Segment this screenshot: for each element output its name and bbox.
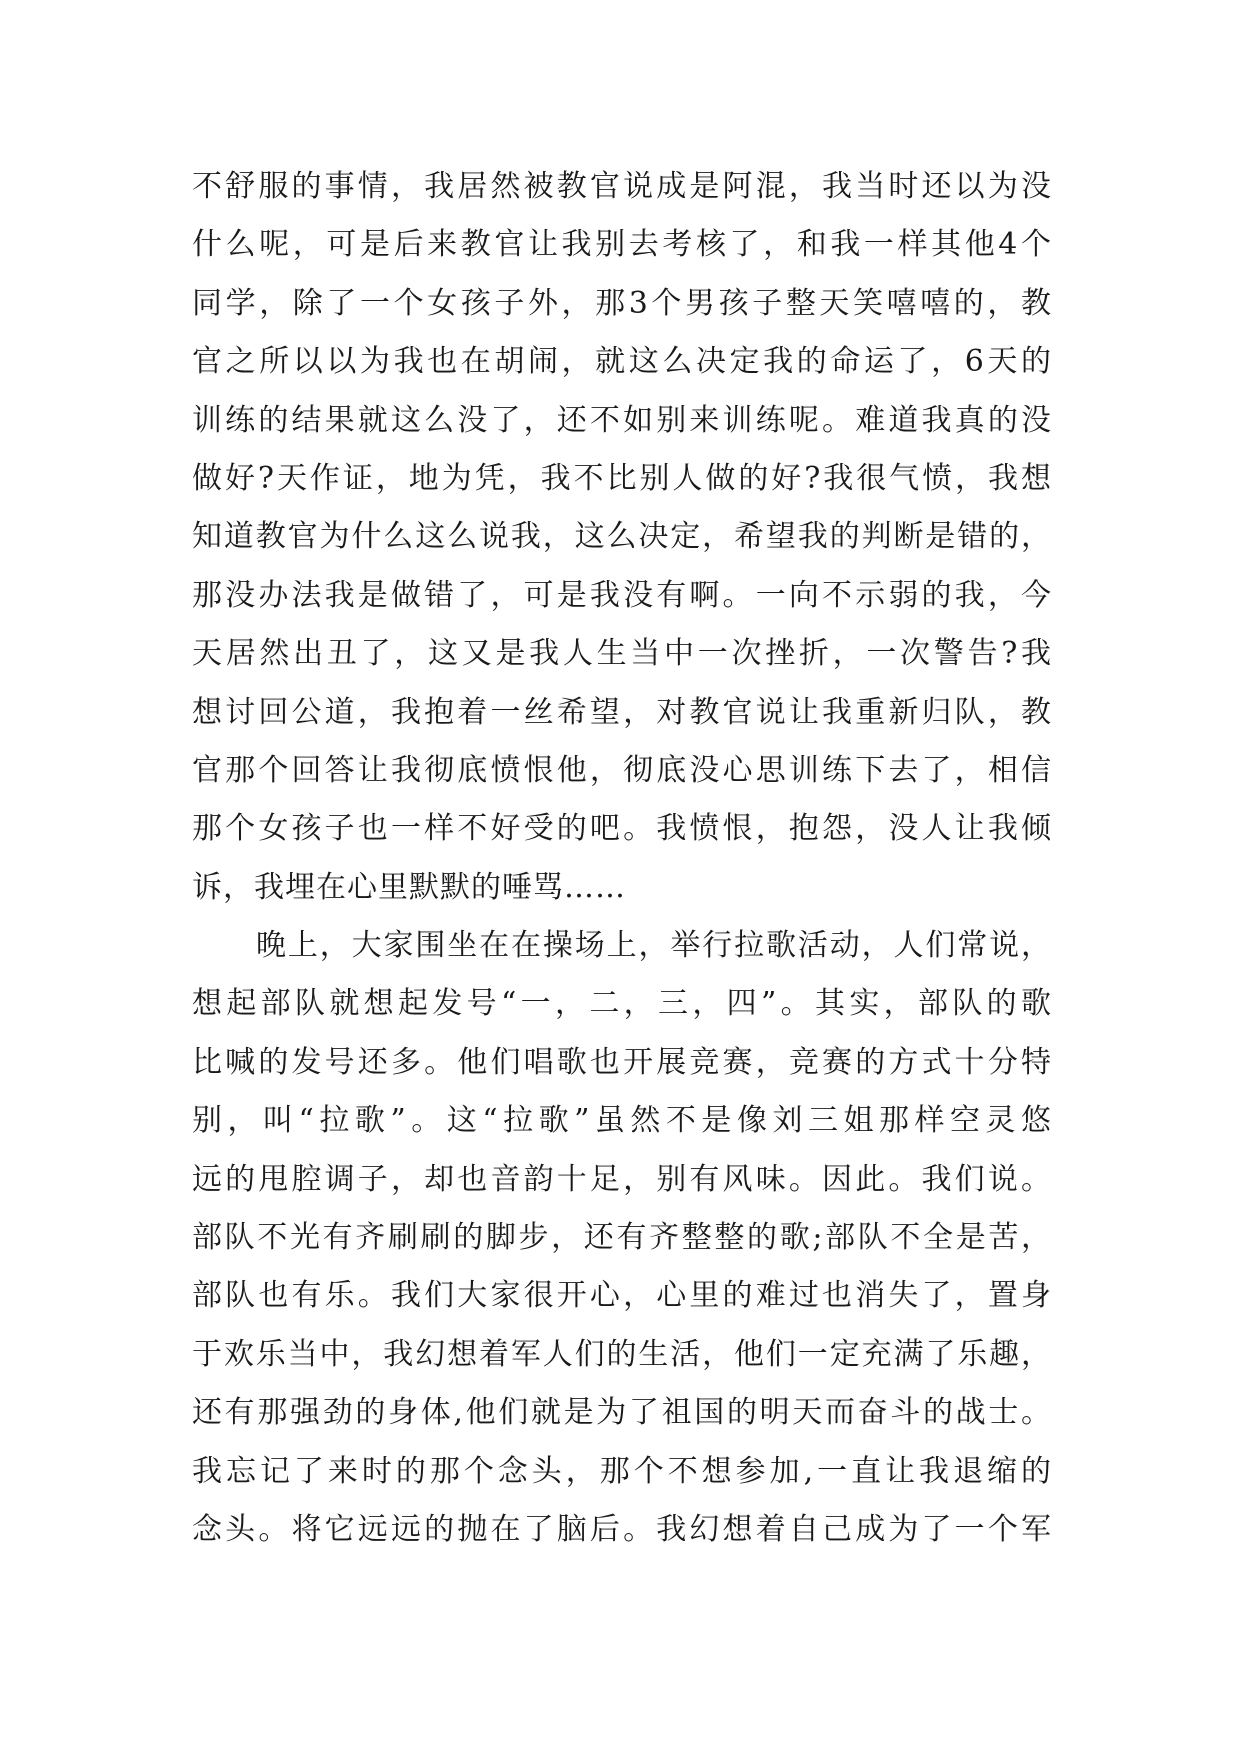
- text-line: 念头。将它远远的抛在了脑后。我幻想着自己成为了一个军: [192, 1511, 1052, 1547]
- text-line: 想起部队就想起发号“一，二，三，四”。其实，部队的歌: [192, 986, 1052, 1022]
- text-line: 我忘记了来时的那个念头，那个不想参加,一直让我退缩的: [192, 1453, 1052, 1489]
- text-line: 于欢乐当中，我幻想着军人们的生活，他们一定充满了乐趣，: [192, 1336, 1052, 1372]
- paragraph-2: [192, 917, 1052, 1559]
- text-line: 远的甩腔调子，却也音韵十足，别有风味。因此。我们说。: [192, 1161, 1052, 1197]
- text-line: 什么呢，可是后来教官让我别去考核了，和我一样其他4个: [192, 227, 1052, 263]
- text-line: 比喊的发号还多。他们唱歌也开展竞赛，竞赛的方式十分特: [192, 1044, 1052, 1080]
- text-line: 还有那强劲的身体,他们就是为了祖国的明天而奋斗的战士。: [192, 1395, 1052, 1431]
- text-line: 部队不光有齐刷刷的脚步，还有齐整整的歌;部队不全是苦，: [192, 1220, 1052, 1256]
- text-line: 部队也有乐。我们大家很开心，心里的难过也消失了，置身: [192, 1278, 1052, 1314]
- text-line: 想讨回公道，我抱着一丝希望，对教官说让我重新归队，教: [192, 694, 1052, 730]
- text-line: 晚上，大家围坐在在操场上，举行拉歌活动，人们常说，: [256, 928, 1052, 964]
- text-line: 诉，我埋在心里默默的唾骂……: [192, 869, 626, 905]
- text-line: 别，叫“拉歌”。这“拉歌”虽然不是像刘三姐那样空灵悠: [192, 1103, 1052, 1139]
- text-line: 那个女孩子也一样不好受的吧。我愤恨，抱怨，没人让我倾: [192, 811, 1052, 847]
- text-line: 那没办法我是做错了，可是我没有啊。一向不示弱的我，今: [192, 577, 1052, 613]
- text-line: 不舒服的事情，我居然被教官说成是阿混，我当时还以为没: [192, 169, 1052, 204]
- paragraph-1: [192, 158, 1052, 917]
- text-line: 官那个回答让我彻底愤恨他，彻底没心思训练下去了，相信: [192, 752, 1052, 788]
- text-line: 知道教官为什么这么说我，这么决定，希望我的判断是错的，: [192, 519, 1052, 555]
- text-line: 做好?天作证，地为凭，我不比别人做的好?我很气愤，我想: [192, 460, 1052, 496]
- text-line: 天居然出丑了，这又是我人生当中一次挫折，一次警告?我: [192, 636, 1052, 672]
- text-line: 同学，除了一个女孩子外，那3个男孩子整天笑嘻嘻的，教: [192, 285, 1052, 321]
- text-line: 训练的结果就这么没了，还不如别来训练呢。难道我真的没: [192, 402, 1052, 438]
- body-text: [192, 158, 1052, 1559]
- text-line: 官之所以以为我也在胡闹，就这么决定我的命运了，6天的: [192, 344, 1052, 380]
